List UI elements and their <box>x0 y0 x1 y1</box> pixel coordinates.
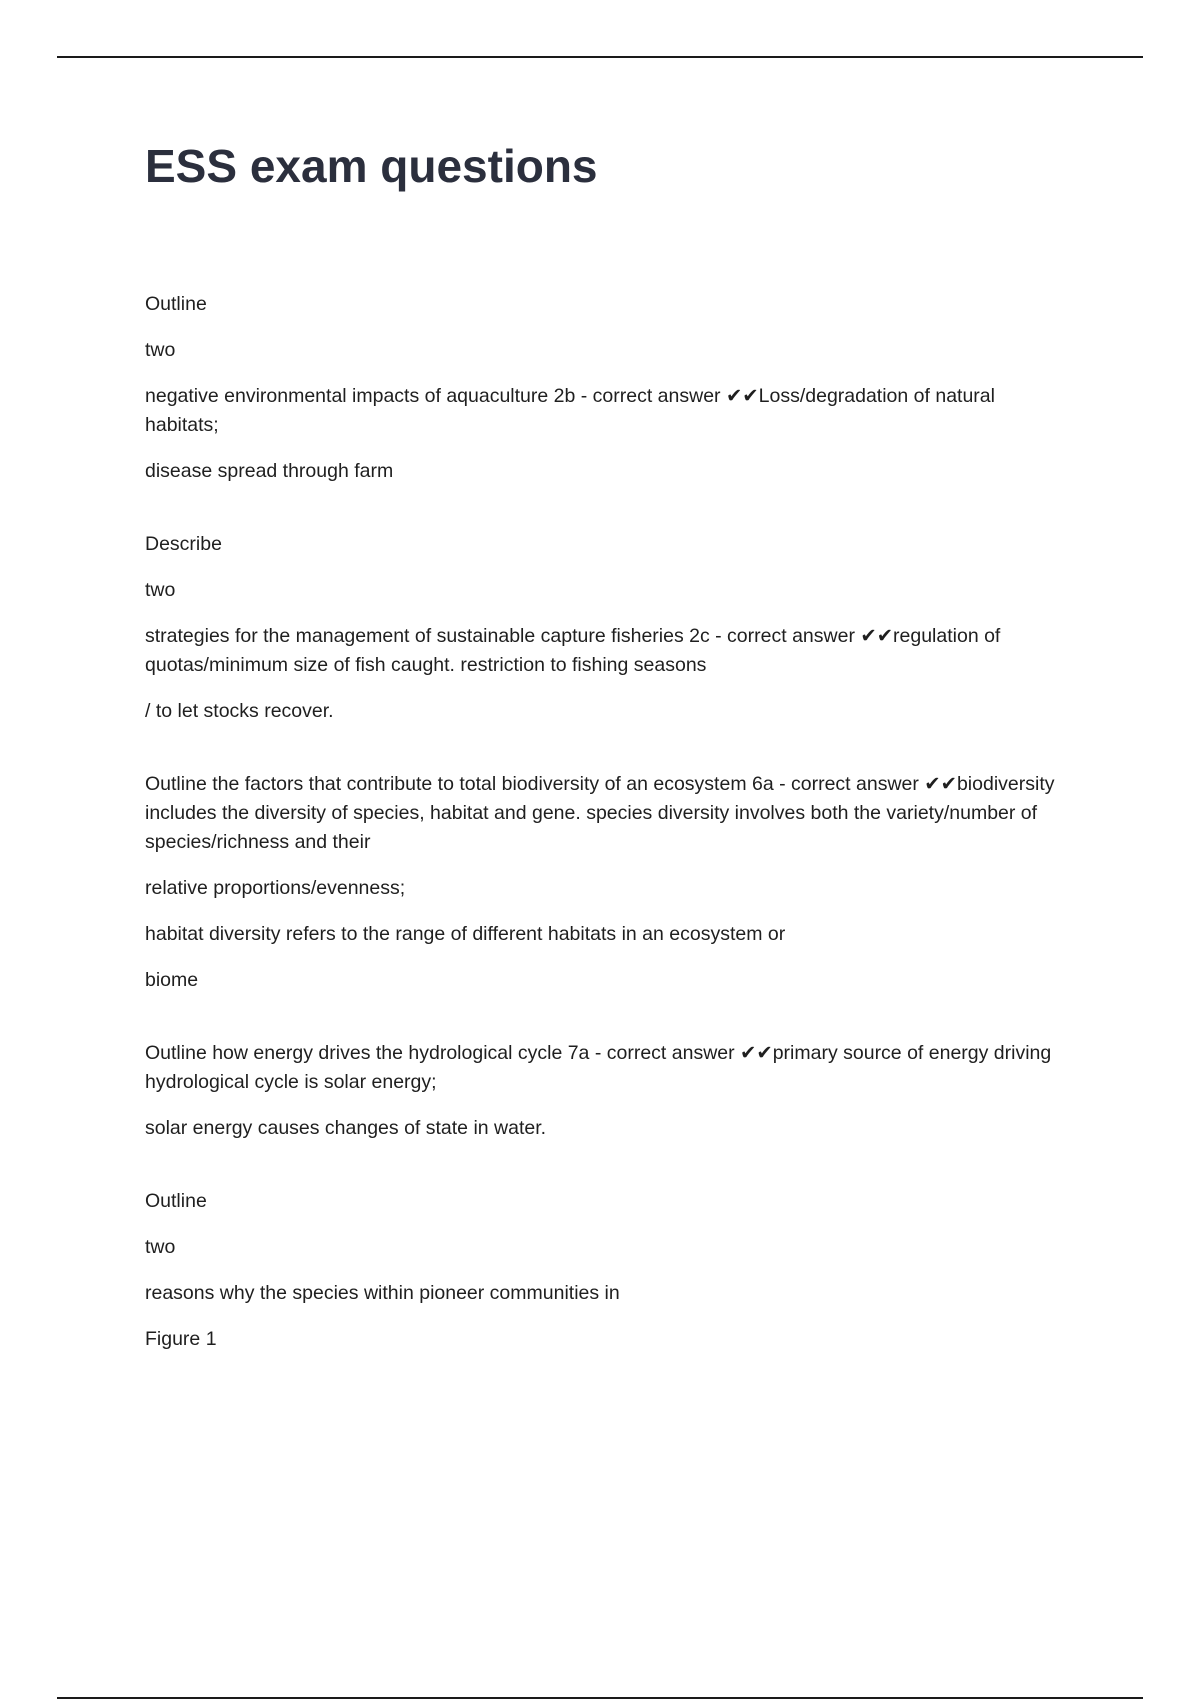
paragraph: Describe <box>145 533 222 555</box>
paragraph: Outline <box>145 293 207 315</box>
paragraph: Outline <box>145 1190 207 1212</box>
paragraph: Outline how energy drives the hydrological cycle 7a - correct answer ✔✔primary source of energy driving hydrological cycle is solar energy; <box>145 1042 1052 1093</box>
page-title: ESS exam questions <box>145 140 598 192</box>
document-body <box>145 290 1065 1371</box>
paragraph: two <box>145 579 176 601</box>
paragraph: habitat diversity refers to the range of different habitats in an ecosystem or <box>145 923 786 945</box>
paragraph: Figure 1 <box>145 1328 217 1350</box>
paragraph: two <box>145 339 176 361</box>
footer-rule <box>57 1697 1143 1699</box>
paragraph: Outline the factors that contribute to total biodiversity of an ecosystem 6a - correct answer ✔✔biodiversity includes the diversity of species, habitat and gene. species diversity involves both the variety/number of species/richness and their <box>145 773 1055 853</box>
paragraph: disease spread through farm <box>145 460 394 482</box>
paragraph: / to let stocks recover. <box>145 700 334 722</box>
paragraph: solar energy causes changes of state in water. <box>145 1117 547 1139</box>
paragraph: reasons why the species within pioneer communities in <box>145 1282 620 1304</box>
paragraph: relative proportions/evenness; <box>145 877 406 899</box>
question-block-fisheries <box>145 530 1065 726</box>
paragraph: two <box>145 1236 176 1258</box>
header-rule <box>57 56 1143 58</box>
question-block-biodiversity <box>145 770 1065 995</box>
paragraph: biome <box>145 969 199 991</box>
question-block-pioneer-communities <box>145 1187 1065 1354</box>
paragraph: negative environmental impacts of aquaculture 2b - correct answer ✔✔Loss/degradation of natural habitats; <box>145 385 995 436</box>
question-block-hydrological-cycle <box>145 1039 1065 1143</box>
paragraph: strategies for the management of sustainable capture fisheries 2c - correct answer ✔✔regulation of quotas/minimum size of fish caught. restriction to fishing seasons <box>145 625 1001 676</box>
question-block-aquaculture <box>145 290 1065 486</box>
